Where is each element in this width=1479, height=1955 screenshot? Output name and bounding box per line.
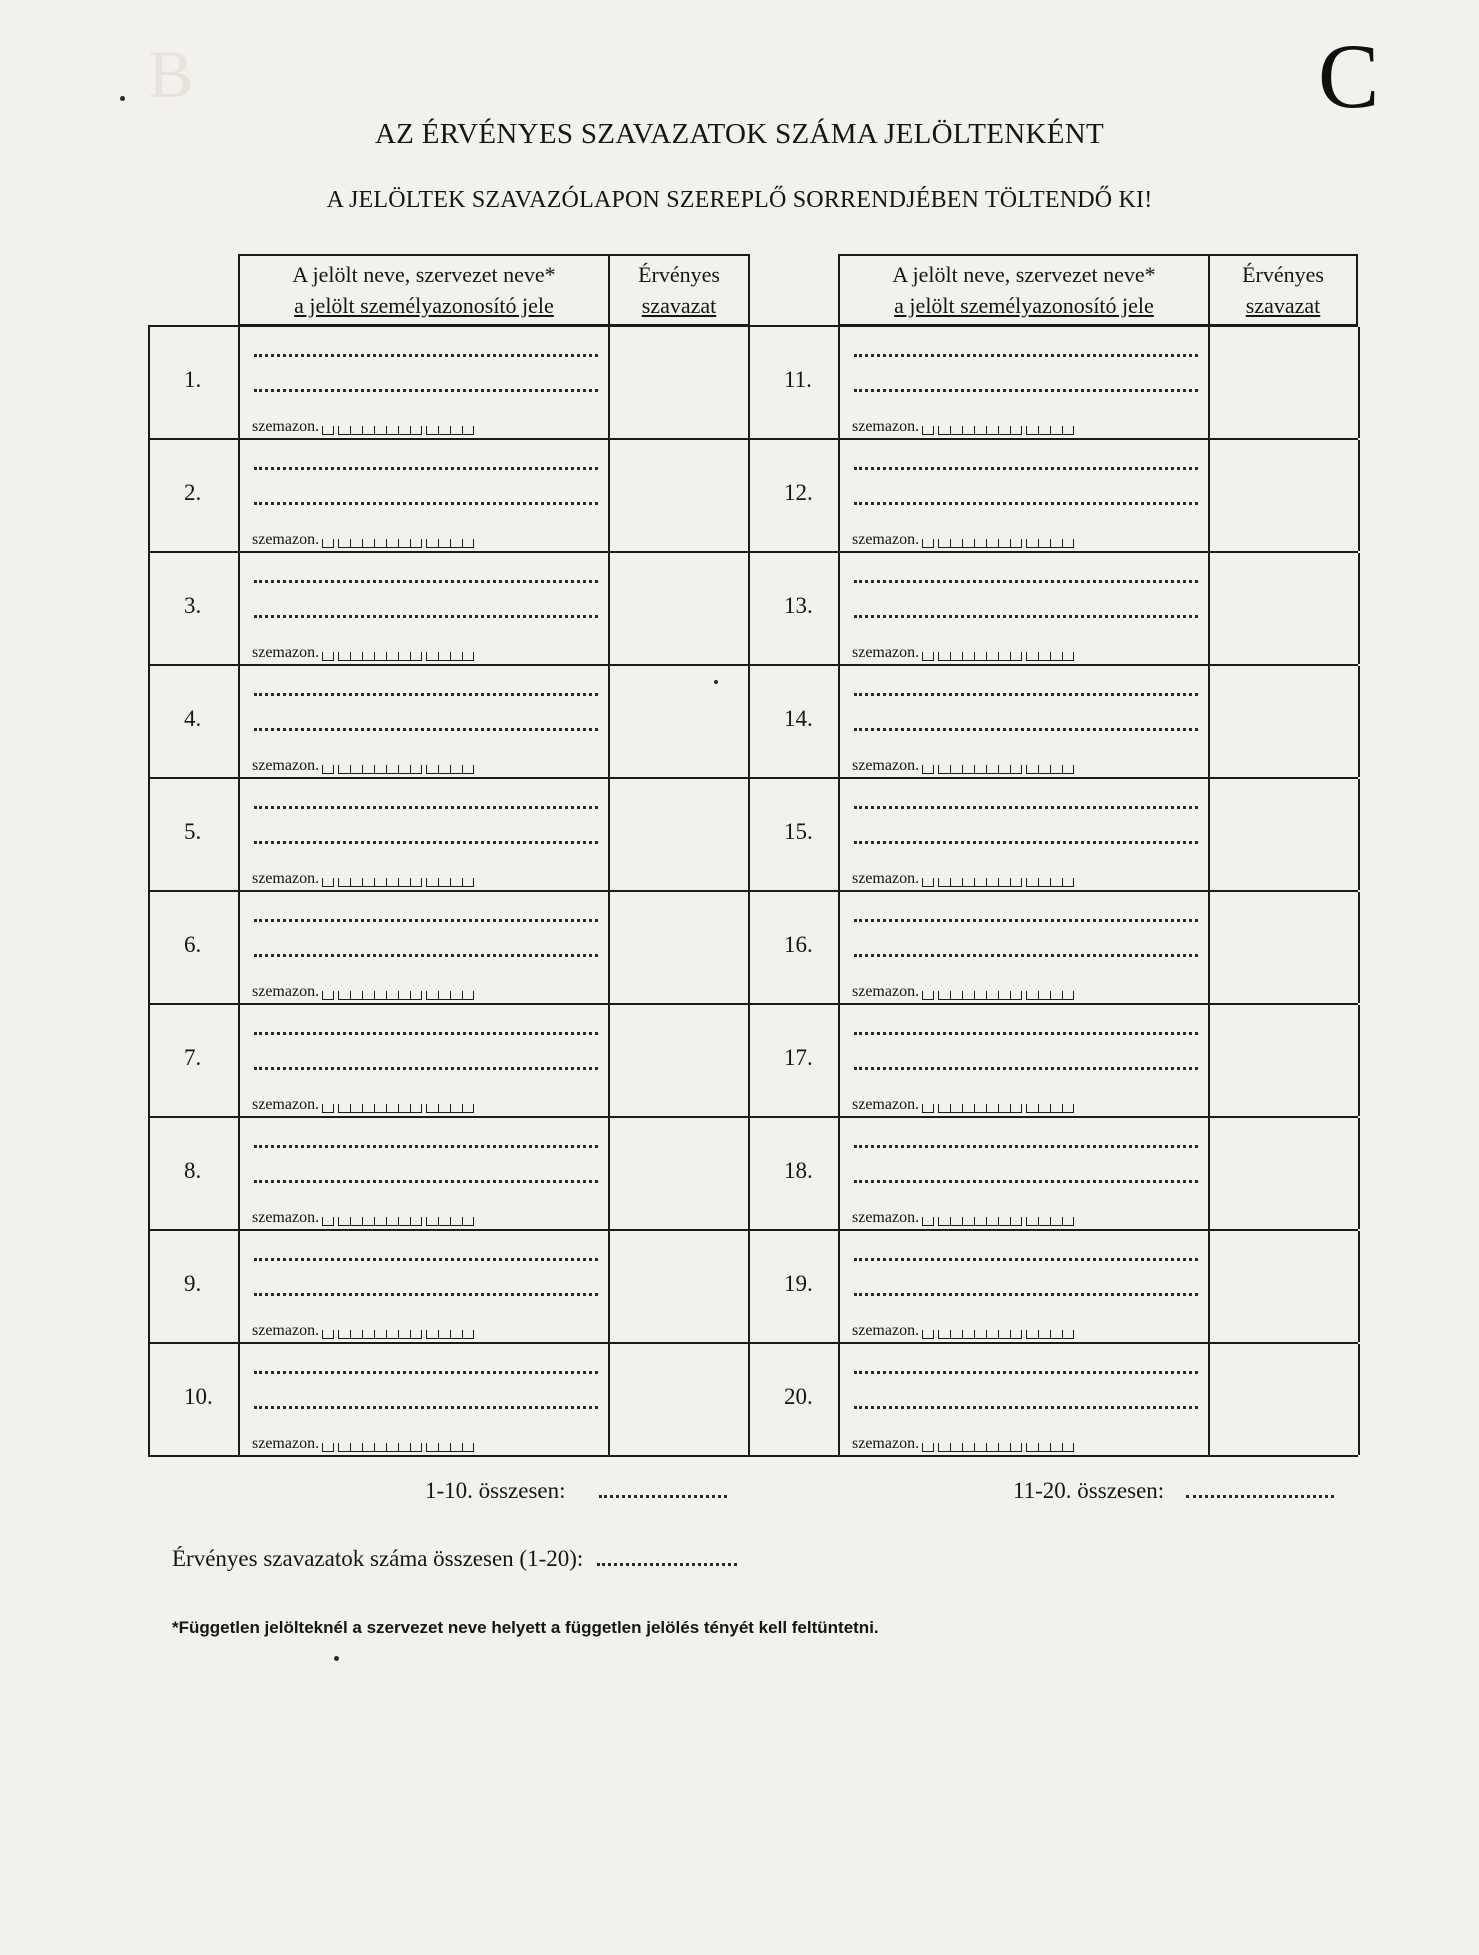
valid-votes-field[interactable] [1208,1005,1360,1116]
valid-votes-field[interactable] [608,1005,750,1116]
valid-votes-field[interactable] [608,327,750,438]
header-name-left [238,254,610,326]
row-number: 17. [784,1045,813,1070]
id-prefix: szemazon. [252,983,320,1000]
id-prefix: szemazon. [252,870,320,887]
row-number-cell [148,553,240,664]
valid-votes-field[interactable] [1208,553,1360,664]
form-title: AZ ÉRVÉNYES SZAVAZATOK SZÁMA JELÖLTENKÉNT [374,118,1105,150]
id-prefix: szemazon. [852,1096,920,1113]
grand-total [172,1546,737,1572]
name-line[interactable] [854,1258,1198,1261]
header-votes-right [1208,254,1358,326]
candidate-name-cell [238,892,610,1003]
row-number-cell [148,1344,240,1455]
row-number-cell [148,892,240,1003]
id-prefix: szemazon. [852,1435,920,1452]
total-11-20-field[interactable] [1186,1481,1334,1498]
row-number: 13. [784,593,813,618]
id-digit-boxes[interactable] [922,991,1078,1000]
header-name-line1: A jelölt neve, szervezet neve* [892,262,1156,287]
id-field [852,1436,1078,1452]
row-number: 3. [184,593,202,618]
form-subtitle: A JELÖLTEK SZAVAZÓLAPON SZEREPLŐ SORRENDJÉBEN TÖLTENDŐ KI! [326,187,1153,213]
id-digit-boxes[interactable] [322,991,478,1000]
row-number-cell [748,666,840,777]
row-number: 1. [184,367,202,392]
candidate-name-cell [838,779,1210,890]
candidate-name-cell [238,440,610,551]
row-number-cell [748,327,840,438]
valid-votes-field[interactable] [608,1344,750,1455]
row-number-cell [748,1118,840,1229]
candidate-name-cell [238,327,610,438]
name-line[interactable] [854,580,1198,583]
total-1-10 [425,1478,727,1504]
row-number-cell [148,440,240,551]
row-number: 16. [784,932,813,957]
organization-line[interactable] [854,954,1198,957]
id-prefix: szemazon. [852,531,920,548]
name-line[interactable] [854,1145,1198,1148]
id-prefix: szemazon. [852,418,920,435]
organization-line[interactable] [254,615,598,618]
row-number-cell [748,779,840,890]
row-number-cell [148,1231,240,1342]
organization-line[interactable] [854,841,1198,844]
valid-votes-field[interactable] [1208,892,1360,1003]
row-number: 15. [784,819,813,844]
id-field [252,1210,478,1226]
id-digit-boxes[interactable] [322,539,478,548]
id-digit-boxes[interactable] [922,1330,1078,1339]
row-number: 9. [184,1271,202,1296]
id-digit-boxes[interactable] [322,1104,478,1113]
valid-votes-field[interactable] [608,1118,750,1229]
row-number-cell [148,779,240,890]
valid-votes-field[interactable] [1208,1344,1360,1455]
id-prefix: szemazon. [252,757,320,774]
id-digit-boxes[interactable] [922,765,1078,774]
print-speck [334,1656,339,1661]
faded-page-letter: B [148,36,194,112]
table-row [148,325,1358,438]
id-field [852,871,1078,887]
valid-votes-field[interactable] [1208,1231,1360,1342]
candidate-name-cell [838,666,1210,777]
row-number-cell [748,1231,840,1342]
id-field [852,758,1078,774]
row-number: 8. [184,1158,202,1183]
candidate-name-cell [238,1231,610,1342]
valid-votes-field[interactable] [1208,666,1360,777]
candidate-table [148,325,1358,1457]
row-number-cell [748,1005,840,1116]
id-digit-boxes[interactable] [922,878,1078,887]
name-line[interactable] [854,1371,1198,1374]
organization-line[interactable] [254,1180,598,1183]
id-field [852,984,1078,1000]
candidate-name-cell [838,440,1210,551]
id-prefix: szemazon. [852,983,920,1000]
candidate-name-cell [838,327,1210,438]
id-prefix: szemazon. [252,1435,320,1452]
organization-line[interactable] [854,389,1198,392]
organization-line[interactable] [854,615,1198,618]
id-prefix: szemazon. [852,1209,920,1226]
row-number: 14. [784,706,813,731]
id-digit-boxes[interactable] [322,426,478,435]
row-number: 10. [184,1384,213,1409]
id-prefix: szemazon. [252,531,320,548]
header-votes-left [608,254,750,326]
name-line[interactable] [254,1371,598,1374]
table-row [148,1342,1358,1457]
id-prefix: szemazon. [252,418,320,435]
id-field [852,1210,1078,1226]
print-speck [120,96,125,101]
name-line[interactable] [254,806,598,809]
id-digit-boxes[interactable] [322,1217,478,1226]
candidate-name-cell [838,1344,1210,1455]
valid-votes-field[interactable] [1208,779,1360,890]
id-digit-boxes[interactable] [922,1217,1078,1226]
row-number-cell [148,1118,240,1229]
id-field [852,1323,1078,1339]
organization-line[interactable] [854,1406,1198,1409]
name-line[interactable] [854,1032,1198,1035]
organization-line[interactable] [254,954,598,957]
id-digit-boxes[interactable] [922,1443,1078,1452]
id-digit-boxes[interactable] [922,652,1078,661]
table-row [148,890,1358,1003]
organization-line[interactable] [254,389,598,392]
header-votes-line2: szavazat [1245,293,1321,318]
row-number: 2. [184,480,202,505]
row-number-cell [148,666,240,777]
id-digit-boxes[interactable] [322,1330,478,1339]
name-line[interactable] [254,1032,598,1035]
name-line[interactable] [254,919,598,922]
id-prefix: szemazon. [852,1322,920,1339]
row-number-cell [748,892,840,1003]
name-line[interactable] [254,1258,598,1261]
id-field [852,1097,1078,1113]
candidate-name-cell [238,779,610,890]
id-digit-boxes[interactable] [922,1104,1078,1113]
id-prefix: szemazon. [852,870,920,887]
id-digit-boxes[interactable] [322,652,478,661]
valid-votes-field[interactable] [608,440,750,551]
grand-total-label: Érvényes szavazatok száma összesen (1-20): [172,1546,584,1571]
header-name-line2: a jelölt személyazonosító jele [294,293,554,318]
valid-votes-field[interactable] [608,1231,750,1342]
id-field [852,532,1078,548]
page-letter: C [1318,25,1380,127]
row-number-cell [748,553,840,664]
grand-total-field[interactable] [597,1549,737,1566]
name-line[interactable] [254,467,598,470]
name-line[interactable] [254,354,598,357]
id-prefix: szemazon. [252,1209,320,1226]
valid-votes-field[interactable] [608,666,750,777]
row-number: 19. [784,1271,813,1296]
table-row [148,1116,1358,1229]
valid-votes-field[interactable] [1208,1118,1360,1229]
valid-votes-field[interactable] [608,892,750,1003]
id-field [852,645,1078,661]
candidate-name-cell [238,1344,610,1455]
organization-line[interactable] [254,1293,598,1296]
id-field [852,419,1078,435]
footnote: *Független jelölteknél a szervezet neve helyett a független jelölés tényét kell feltüntetni. [172,1618,879,1637]
name-line[interactable] [854,919,1198,922]
valid-votes-field[interactable] [608,553,750,664]
id-digit-boxes[interactable] [322,765,478,774]
total-1-10-label: 1-10. összesen: [425,1478,566,1503]
table-row [148,777,1358,890]
organization-line[interactable] [254,1406,598,1409]
row-number-cell [748,1344,840,1455]
id-prefix: szemazon. [252,1322,320,1339]
candidate-name-cell [238,1005,610,1116]
table-row [148,438,1358,551]
total-1-10-field[interactable] [599,1481,727,1498]
row-number: 12. [784,480,813,505]
id-field [252,532,478,548]
print-speck [714,680,718,684]
candidate-name-cell [838,553,1210,664]
id-prefix: szemazon. [852,644,920,661]
row-number-cell [148,1005,240,1116]
candidate-name-cell [238,553,610,664]
total-11-20 [1013,1478,1334,1504]
id-digit-boxes[interactable] [322,1443,478,1452]
header-name-right [838,254,1210,326]
id-prefix: szemazon. [252,644,320,661]
valid-votes-field[interactable] [608,779,750,890]
row-number: 18. [784,1158,813,1183]
table-row [148,1003,1358,1116]
header-votes-line1: Érvényes [1242,262,1324,287]
valid-votes-field[interactable] [1208,327,1360,438]
id-prefix: szemazon. [852,757,920,774]
row-number: 11. [784,367,812,392]
organization-line[interactable] [854,502,1198,505]
header-votes-line1: Érvényes [638,262,720,287]
candidate-name-cell [838,1005,1210,1116]
id-digit-boxes[interactable] [322,878,478,887]
id-field [252,1097,478,1113]
total-11-20-label: 11-20. összesen: [1013,1478,1165,1503]
candidate-name-cell [838,892,1210,1003]
candidate-name-cell [838,1231,1210,1342]
candidate-name-cell [238,666,610,777]
organization-line[interactable] [254,1067,598,1070]
organization-line[interactable] [254,728,598,731]
valid-votes-field[interactable] [1208,440,1360,551]
header-name-line1: A jelölt neve, szervezet neve* [292,262,556,287]
candidate-name-cell [838,1118,1210,1229]
organization-line[interactable] [254,502,598,505]
row-number: 6. [184,932,202,957]
table-row [148,664,1358,777]
row-number: 7. [184,1045,202,1070]
id-field [252,1323,478,1339]
header-name-line2: a jelölt személyazonosító jele [894,293,1154,318]
id-field [252,758,478,774]
table-row [148,551,1358,664]
row-number: 5. [184,819,202,844]
name-line[interactable] [854,806,1198,809]
header-votes-line2: szavazat [641,293,717,318]
row-number-cell [148,327,240,438]
name-line[interactable] [854,693,1198,696]
name-line[interactable] [254,693,598,696]
id-prefix: szemazon. [252,1096,320,1113]
id-field [252,871,478,887]
organization-line[interactable] [854,1180,1198,1183]
organization-line[interactable] [254,841,598,844]
organization-line[interactable] [854,1067,1198,1070]
row-number-cell [748,440,840,551]
organization-line[interactable] [854,1293,1198,1296]
name-line[interactable] [854,354,1198,357]
organization-line[interactable] [854,728,1198,731]
table-row [148,1229,1358,1342]
id-digit-boxes[interactable] [922,426,1078,435]
name-line[interactable] [254,580,598,583]
id-field [252,984,478,1000]
candidate-name-cell [238,1118,610,1229]
id-field [252,1436,478,1452]
row-number: 4. [184,706,202,731]
id-digit-boxes[interactable] [922,539,1078,548]
id-field [252,419,478,435]
row-number: 20. [784,1384,813,1409]
name-line[interactable] [854,467,1198,470]
id-field [252,645,478,661]
name-line[interactable] [254,1145,598,1148]
